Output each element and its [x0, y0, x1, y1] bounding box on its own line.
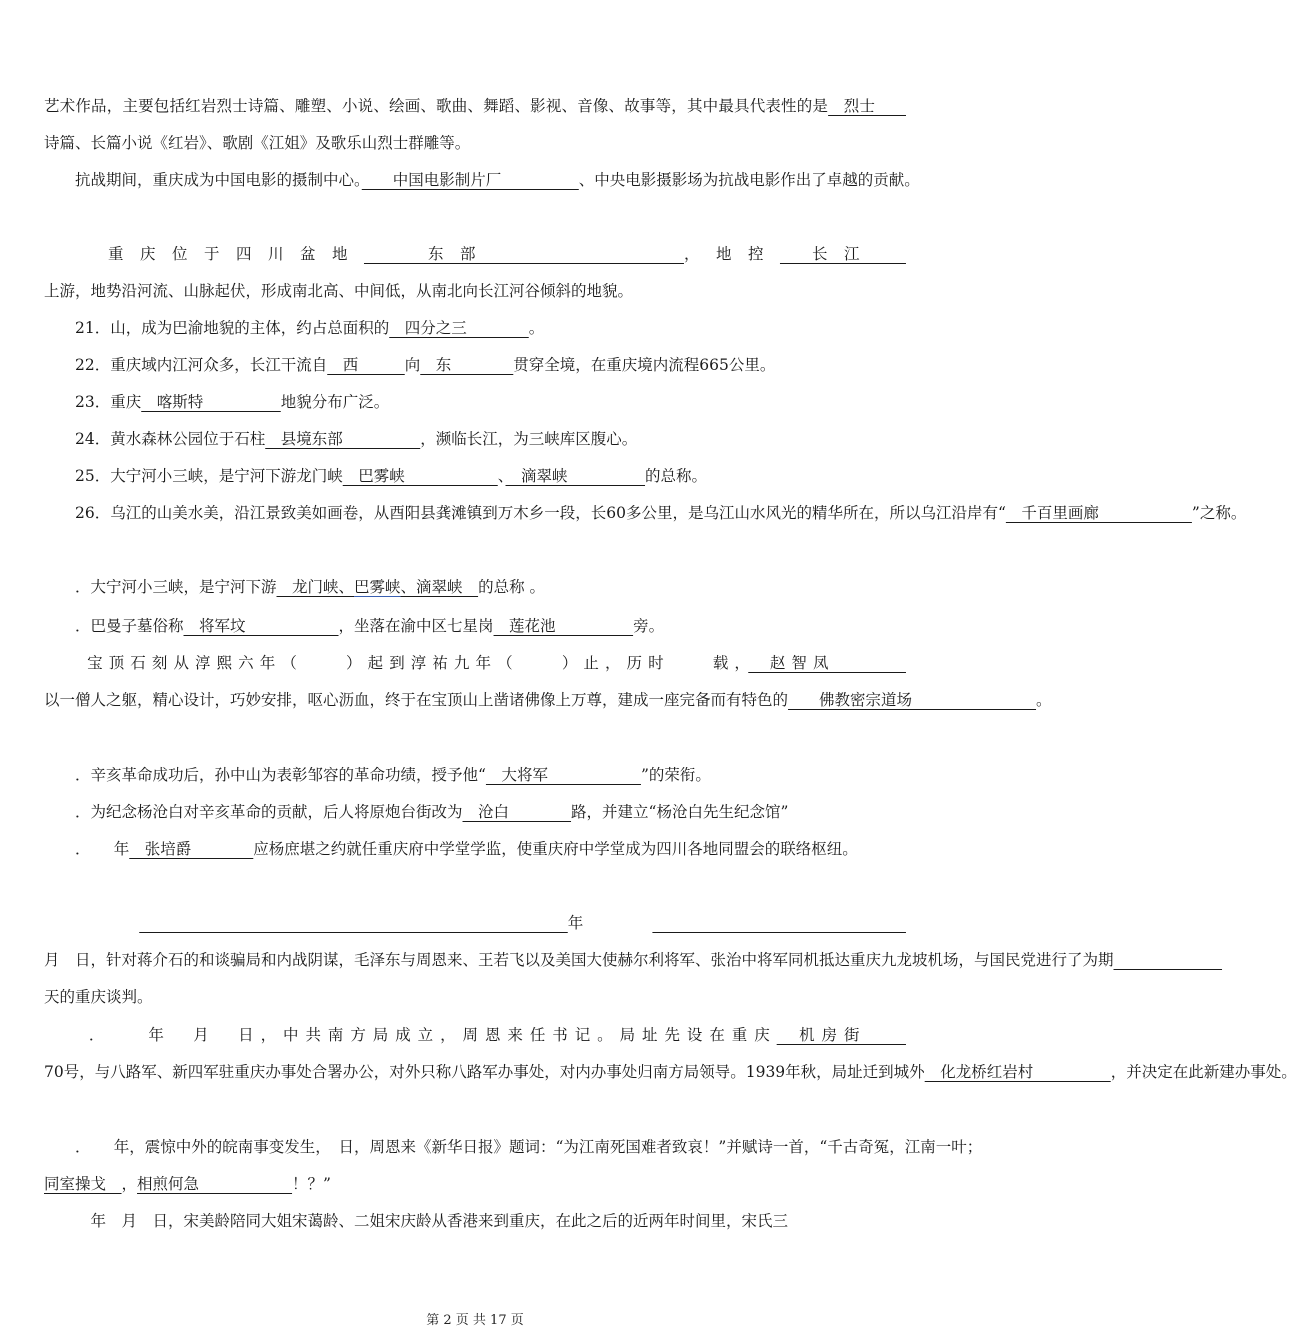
answer-blank: 巴雾峡	[342, 467, 498, 485]
text-run: ，坐落在渝中区七星岗	[338, 617, 494, 635]
text-run: ，地控	[683, 245, 780, 263]
question-yang-cangbai	[44, 794, 906, 831]
text-run: 路，并建立“杨沧白先生纪念馆”	[571, 803, 789, 821]
question-three-gorges	[44, 569, 906, 606]
text-run: ，濒临长江，为三峡库区腹心。	[420, 430, 638, 448]
answer-blank: 同室操戈	[44, 1175, 122, 1193]
text-run: 、	[497, 467, 506, 485]
text-run: 宝顶石刻从淳熙六年（ ）起到淳祐九年（ ）止，历时 载，	[44, 654, 749, 672]
text-run: 的总称。	[645, 467, 708, 485]
answer-blank: 机房街	[776, 1026, 906, 1044]
text-run: 21．山，成为巴渝地貌的主体，约占总面积的	[44, 319, 390, 337]
answer-blank: 将军坟	[183, 617, 339, 635]
text-run: 艺术作品，主要包括红岩烈士诗篇、雕塑、小说、绘画、歌曲、舞蹈、影视、音像、故事等，其中最具代表性的是	[44, 97, 829, 115]
text-run: 、中央电影摄影场为抗战电影作出了卓越的贡献。	[578, 171, 920, 189]
answer-blank: 化龙桥红岩村	[924, 1063, 1111, 1081]
text-run: ．为纪念杨沧白对辛亥革命的贡献，后人将原炮台街改为	[44, 803, 463, 821]
answer-blank: 莲花池	[493, 617, 634, 635]
answer-blank	[1114, 951, 1223, 969]
paragraph-location	[44, 236, 906, 310]
text-run: 年	[567, 914, 653, 932]
question-southern-bureau	[44, 1017, 1297, 1091]
answer-blank: 赵智凤	[748, 654, 906, 672]
text-run: ． 年 月 日，中共南方局成立，周恩来任书记。局址先设在重庆	[44, 1026, 777, 1044]
answer-blank	[139, 914, 568, 932]
text-run: ．巴曼子墓俗称	[44, 617, 184, 635]
text-run: ．辛亥革命成功后，孙中山为表彰邹容的革命功绩，授予他“	[44, 766, 486, 784]
answer-blank: 龙门峡、	[276, 578, 355, 596]
text-run: 抗战期间，重庆成为中国电影的摄制中心。	[44, 171, 362, 189]
text-run: ”之称。	[1191, 504, 1247, 522]
text-run: 24．黄水森林公园位于石柱	[44, 430, 266, 448]
text-run: ． 年，震惊中外的皖南事变发生， 日，周恩来《新华日报》题词：“为江南死国难者致哀！”并赋诗一首，“千古奇冤，江南一叶；	[44, 1138, 983, 1156]
answer-blank: 东部	[363, 245, 684, 263]
text-run: 以一僧人之躯，精心设计，巧妙安排，呕心沥血，终于在宝顶山上凿诸佛像上万尊，建成一座完备而有特色的	[44, 691, 789, 709]
paragraph-film-center	[44, 162, 920, 199]
answer-blank: 长江	[779, 245, 906, 263]
answer-blank: 沧白	[462, 803, 572, 821]
answer-blank: 大将军	[485, 766, 641, 784]
text-run: 。	[1036, 691, 1052, 709]
text-run: 22．重庆域内江河众多，长江干流自	[44, 356, 328, 374]
text-run: 贯穿全境，在重庆境内流程665公里。	[513, 356, 776, 374]
text-run: ，	[121, 1175, 138, 1193]
text-run: 26．乌江的山美水美，沿江景致美如画卷，从酉阳县龚滩镇到万木乡一段，长60多公里，是乌江山水风光的精华所在，所以乌江沿岸有“	[44, 504, 1006, 522]
text-run: 应杨庶堪之约就任重庆府中学堂学监，使重庆府中学堂成为四川各地同盟会的联络枢纽。	[253, 840, 858, 858]
question-24	[44, 421, 906, 458]
text-run: 旁。	[633, 617, 665, 635]
page-footer: 第 2 页 共 17 页	[426, 1313, 524, 1328]
answer-blank	[652, 914, 906, 932]
answer-blank: 佛教密宗道场	[788, 691, 1037, 709]
text-run: 年 月 日，宋美龄陪同大姐宋蔼龄、二姐宋庆龄从香港来到重庆，在此之后的近两年时间里，宋氏三	[44, 1212, 789, 1230]
answer-blank: 巴雾峡	[354, 578, 401, 596]
text-run: ． 年	[44, 840, 130, 858]
text-run: ，并决定在此新建办事处。	[1110, 1063, 1297, 1081]
text-run: 。	[528, 319, 545, 337]
answer-blank: 县境东部	[265, 430, 421, 448]
answer-blank: 中国电影制片厂	[361, 171, 579, 189]
text-run: 70号，与八路军、新四军驻重庆办事处合署办公，对外只称八路军办事处，对内办事处归南方局领导。1939年秋，局址迁到城外	[44, 1063, 925, 1081]
text-run: ”的荣衔。	[640, 766, 711, 784]
question-26	[44, 495, 1247, 532]
question-chongqing-negotiation	[44, 905, 1114, 1016]
text-run: 23．重庆	[44, 393, 142, 411]
question-25	[44, 458, 906, 495]
question-baoding-carvings	[44, 645, 1052, 719]
text-run: 诗篇、长篇小说《红岩》、歌剧《江姐》及歌乐山烈士群雕等。	[44, 134, 471, 152]
question-zou-rong	[44, 757, 906, 794]
text-run: 上游，地势沿河流、山脉起伏，形成南北高、中间低，从南北向长江河谷倾斜的地貌。	[44, 282, 634, 300]
question-baman-tomb	[44, 608, 906, 645]
text-run: 向	[404, 356, 421, 374]
question-22	[44, 347, 906, 384]
question-wannan-incident	[44, 1129, 983, 1203]
answer-blank: 千百里画廊	[1005, 504, 1192, 522]
answer-blank: 张培爵	[129, 840, 254, 858]
answer-blank: 相煎何急	[137, 1175, 293, 1193]
text-run: ．大宁河小三峡，是宁河下游	[44, 578, 277, 596]
answer-blank: 东	[420, 356, 514, 374]
text-run: ！？”	[292, 1175, 331, 1193]
question-21	[44, 310, 906, 347]
text-run	[44, 914, 139, 932]
question-zhang-peijue	[44, 831, 906, 868]
text-run: 天的重庆谈判。	[44, 988, 153, 1006]
question-23	[44, 384, 906, 421]
text-run: 月 日，针对蒋介石的和谈骗局和内战阴谋，毛泽东与周恩来、王若飞以及美国大使赫尔利将军、张治中将军同机抵达重庆九龙坡机场，与国民党进行了为期	[44, 951, 1114, 969]
paragraph-red-rock-art	[44, 88, 906, 162]
text-run: 重庆位于四川盆地	[44, 245, 364, 263]
answer-blank: 四分之三	[389, 319, 529, 337]
answer-blank: 西	[327, 356, 405, 374]
text-run: 的总称 。	[478, 578, 545, 596]
answer-blank: 滴翠峡	[505, 467, 646, 485]
answer-blank: 喀斯特	[141, 393, 281, 411]
question-soong-sisters	[44, 1203, 906, 1240]
answer-blank: 、滴翠峡	[400, 578, 479, 596]
answer-blank: 烈士	[828, 97, 906, 115]
text-run: 地貌分布广泛。	[280, 393, 390, 411]
text-run: 25．大宁河小三峡，是宁河下游龙门峡	[44, 467, 343, 485]
